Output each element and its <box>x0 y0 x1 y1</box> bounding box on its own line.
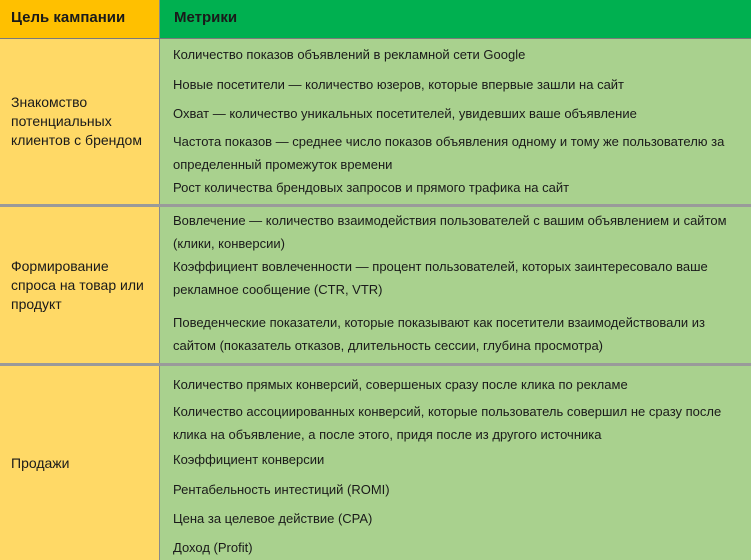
metrics-cell <box>160 366 751 560</box>
goal-text: Продажи <box>11 454 70 471</box>
table-row-demand <box>0 207 751 363</box>
header-metrics-cell: Метрики <box>160 0 751 38</box>
metric-item: Количество прямых конверсий, совершеных сразу после клика по рекламе <box>173 377 628 392</box>
goal-text: Знакомство потенциальных клиентов с брендом <box>11 94 142 148</box>
metric-item: Частота показов — среднее число показов объявления одному и тому же пользователю за определенный промежуток времени <box>173 134 725 172</box>
metric-item: Количество показов объявлений в рекламной сети Google <box>173 47 526 62</box>
goal-cell <box>0 366 160 560</box>
metric-item: Коэффициент вовлеченности — процент пользователей, которых заинтересовало ваше рекламное сообщение (CTR, VTR) <box>173 259 708 297</box>
header-goal-cell: Цель кампании <box>0 0 160 38</box>
metric-item: Рост количества брендовых запросов и прямого трафика на сайт <box>173 180 570 195</box>
table-row-awareness <box>0 39 751 204</box>
goal-cell <box>0 39 160 204</box>
goal-cell <box>0 207 160 363</box>
table-row-sales <box>0 366 751 560</box>
metric-item: Поведенческие показатели, которые показывают как посетители взаимодействовали из сайтом (показатель отказов, длительность сессии, глубина просмотра) <box>173 315 705 353</box>
metric-item: Охват — количество уникальных посетителей, увидевших ваше объявление <box>173 106 637 121</box>
metric-item: Рентабельность интестиций (ROMI) <box>173 482 390 497</box>
metric-item: Доход (Profit) <box>173 540 253 555</box>
metric-item: Новые посетители — количество юзеров, которые впервые зашли на сайт <box>173 77 625 92</box>
metrics-cell <box>160 39 751 204</box>
metric-item: Цена за целевое действие (CPA) <box>173 511 373 526</box>
table-header <box>0 0 751 39</box>
goal-text: Формирование спроса на товар или продукт <box>11 257 144 312</box>
metric-item: Количество ассоциированных конверсий, которые пользователь совершил не сразу после клика на объявление, а после этого, придя после из другого источника <box>173 404 722 442</box>
metrics-cell <box>160 207 751 363</box>
metric-item: Коэффициент конверсии <box>173 452 325 467</box>
metric-item: Вовлечение — количество взаимодействия пользователей с вашим объявлением и сайтом (клики, конверсии) <box>173 213 727 251</box>
